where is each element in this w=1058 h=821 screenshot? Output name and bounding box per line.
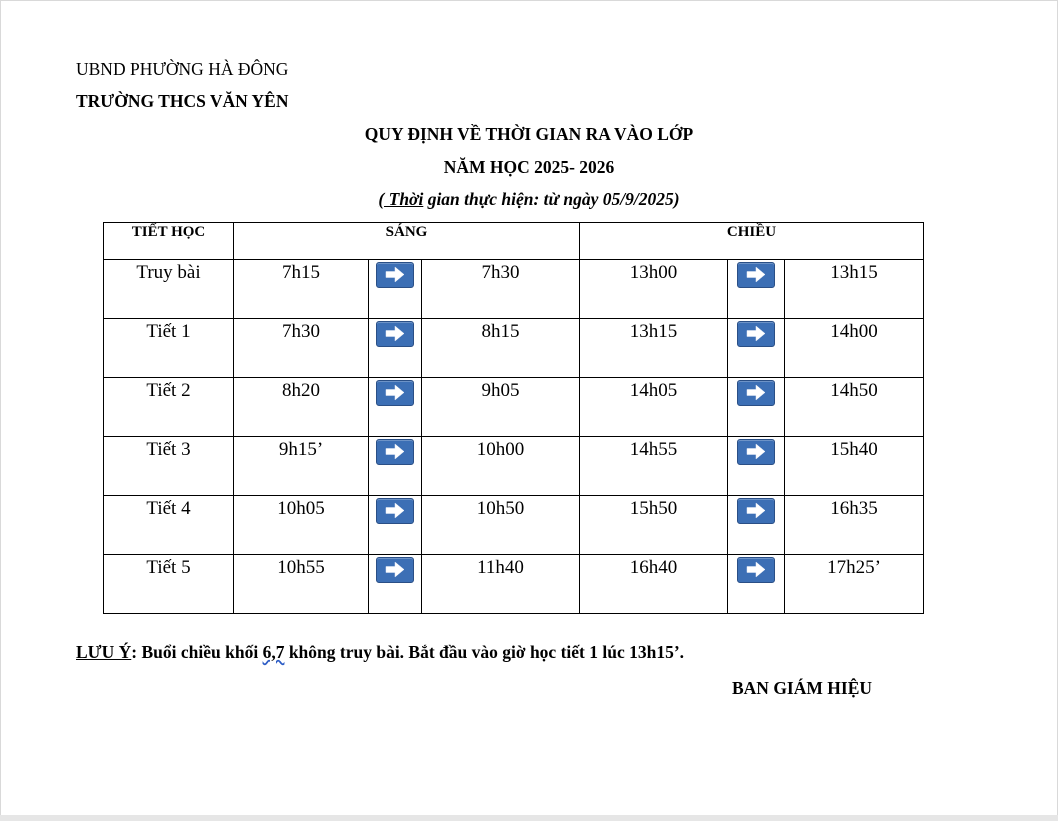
note-text-before: : Buổi chiều khối xyxy=(131,642,263,662)
arrow-cell xyxy=(728,319,785,378)
right-arrow-icon xyxy=(376,262,414,288)
afternoon-end-cell: 16h35 xyxy=(785,496,924,555)
note xyxy=(76,642,684,663)
morning-end-cell: 10h00 xyxy=(422,437,580,496)
morning-start-cell: 10h55 xyxy=(234,555,369,614)
period-cell: Tiết 4 xyxy=(104,496,234,555)
afternoon-end-cell: 13h15 xyxy=(785,260,924,319)
afternoon-start-cell: 14h05 xyxy=(580,378,728,437)
right-arrow-icon xyxy=(376,321,414,347)
effective-date-rest: gian thực hiện: từ ngày 05/9/2025) xyxy=(423,189,680,209)
arrow-cell xyxy=(369,378,422,437)
right-arrow-icon xyxy=(737,557,775,583)
period-cell: Tiết 5 xyxy=(104,555,234,614)
right-arrow-icon xyxy=(376,498,414,524)
note-grades: 6,7 xyxy=(262,642,285,662)
arrow-cell xyxy=(728,260,785,319)
table-row xyxy=(104,437,924,496)
morning-start-cell: 7h15 xyxy=(234,260,369,319)
arrow-cell xyxy=(369,496,422,555)
morning-end-cell: 10h50 xyxy=(422,496,580,555)
school-name: TRƯỜNG THCS VĂN YÊN xyxy=(76,91,289,111)
schedule-table xyxy=(103,222,924,614)
right-arrow-icon xyxy=(376,380,414,406)
table-row xyxy=(104,260,924,319)
table-row xyxy=(104,496,924,555)
afternoon-end-cell: 14h00 xyxy=(785,319,924,378)
morning-start-cell: 10h05 xyxy=(234,496,369,555)
right-arrow-icon xyxy=(737,498,775,524)
table-row xyxy=(104,378,924,437)
org-name: UBND PHƯỜNG HÀ ĐÔNG xyxy=(76,59,289,79)
right-arrow-icon xyxy=(737,321,775,347)
afternoon-end-cell: 15h40 xyxy=(785,437,924,496)
morning-end-cell: 9h05 xyxy=(422,378,580,437)
afternoon-start-cell: 13h00 xyxy=(580,260,728,319)
table-row xyxy=(104,555,924,614)
arrow-cell xyxy=(369,555,422,614)
document-title: QUY ĐỊNH VỀ THỜI GIAN RA VÀO LỚP xyxy=(364,124,694,144)
arrow-cell xyxy=(728,437,785,496)
morning-start-cell: 9h15’ xyxy=(234,437,369,496)
arrow-cell xyxy=(369,260,422,319)
period-cell: Tiết 3 xyxy=(104,437,234,496)
table-header-row xyxy=(104,223,924,260)
afternoon-start-cell: 16h40 xyxy=(580,555,728,614)
header-afternoon: CHIỀU xyxy=(580,223,924,260)
period-cell: Truy bài xyxy=(104,260,234,319)
morning-end-cell: 11h40 xyxy=(422,555,580,614)
arrow-cell xyxy=(728,496,785,555)
afternoon-start-cell: 15h50 xyxy=(580,496,728,555)
page-bottom-edge xyxy=(0,815,1058,821)
school-year: NĂM HỌC 2025- 2026 xyxy=(443,157,615,177)
effective-date xyxy=(1,189,1057,210)
arrow-cell xyxy=(369,437,422,496)
afternoon-end-cell: 14h50 xyxy=(785,378,924,437)
period-cell: Tiết 1 xyxy=(104,319,234,378)
header-morning: SÁNG xyxy=(234,223,580,260)
afternoon-end-cell: 17h25’ xyxy=(785,555,924,614)
signature: BAN GIÁM HIỆU xyxy=(732,678,873,698)
afternoon-start-cell: 13h15 xyxy=(580,319,728,378)
period-cell: Tiết 2 xyxy=(104,378,234,437)
right-arrow-icon xyxy=(737,262,775,288)
arrow-cell xyxy=(728,555,785,614)
note-text-after: không truy bài. Bắt đầu vào giờ học tiết 1 lúc 13h15’. xyxy=(284,642,685,662)
effective-date-open: ( Thời xyxy=(378,189,424,209)
header-period: TIẾT HỌC xyxy=(104,223,234,260)
right-arrow-icon xyxy=(376,557,414,583)
morning-end-cell: 8h15 xyxy=(422,319,580,378)
afternoon-start-cell: 14h55 xyxy=(580,437,728,496)
arrow-cell xyxy=(369,319,422,378)
table-row xyxy=(104,319,924,378)
note-label: LƯU Ý xyxy=(76,642,132,662)
right-arrow-icon xyxy=(737,380,775,406)
morning-start-cell: 7h30 xyxy=(234,319,369,378)
morning-end-cell: 7h30 xyxy=(422,260,580,319)
right-arrow-icon xyxy=(737,439,775,465)
arrow-cell xyxy=(728,378,785,437)
morning-start-cell: 8h20 xyxy=(234,378,369,437)
right-arrow-icon xyxy=(376,439,414,465)
